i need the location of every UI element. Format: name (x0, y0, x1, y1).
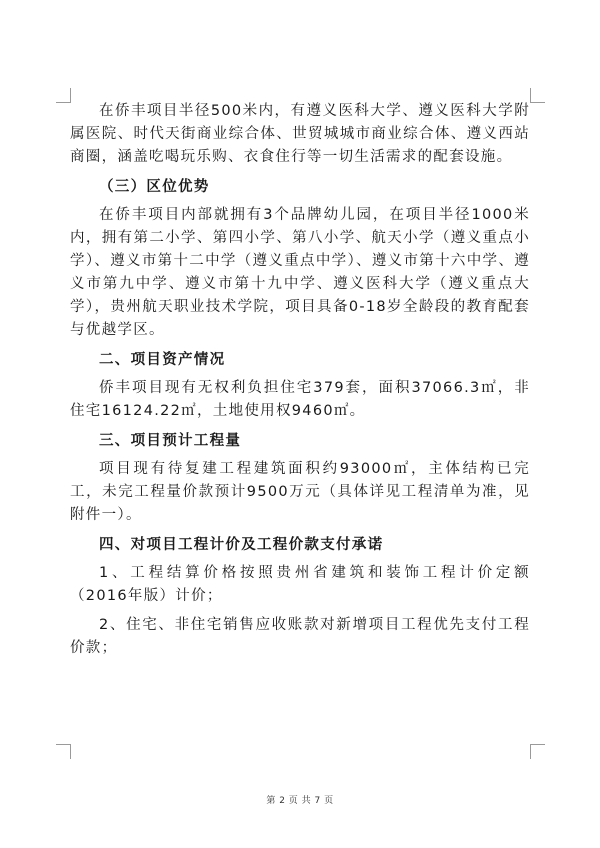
crop-mark-top-right (530, 88, 545, 103)
document-body (70, 100, 530, 660)
crop-mark-bottom-left (56, 744, 71, 759)
crop-mark-bottom-right (530, 744, 545, 759)
paragraph-pricing: 1、工程结算价格按照贵州省建筑和装饰工程计价定额（2016年版）计价； (70, 565, 530, 604)
heading-project-assets: 二、项目资产情况 (99, 351, 226, 368)
paragraph-education: 在侨丰项目内部就拥有3个品牌幼儿园，在项目半径1000米内，拥有第二小学、第四小学、第八小学、航天小学（遵义重点小学）、遵义市第十二中学（遵义重点中学）、遵义市第十六中学、遵义市第九中学、遵义市第十九中学、遵义医科大学（遵义重点大学），贵州航天职业技术学院，项目具备0-18岁全龄段的教育配套与优越学区。 (70, 207, 530, 338)
paragraph-work: 项目现有待复建工程建筑面积约93000㎡，主体结构已完工，未完工程量价款预计9500万元（具体详见工程清单为准，见附件一）。 (70, 461, 530, 523)
crop-mark-top-left (56, 88, 71, 103)
paragraph-payment: 2、住宅、非住宅销售应收账款对新增项目工程优先支付工程价款； (70, 617, 530, 656)
page-number: 第 2 页 共 7 页 (266, 796, 334, 806)
heading-estimated-work: 三、项目预计工程量 (99, 432, 242, 449)
heading-location-advantage: （三）区位优势 (99, 178, 210, 195)
heading-payment-commitment: 四、对项目工程计价及工程价款支付承诺 (99, 536, 384, 553)
paragraph-assets: 侨丰项目现有无权利负担住宅379套，面积37066.3㎡，非住宅16124.22㎡，土地使用权9460㎡。 (70, 380, 530, 419)
paragraph-facilities: 在侨丰项目半径500米内，有遵义医科大学、遵义医科大学附属医院、时代天街商业综合体、世贸城城市商业综合体、遵义西站商圈，涵盖吃喝玩乐购、衣食住行等一切生活需求的配套设施。 (70, 103, 530, 165)
